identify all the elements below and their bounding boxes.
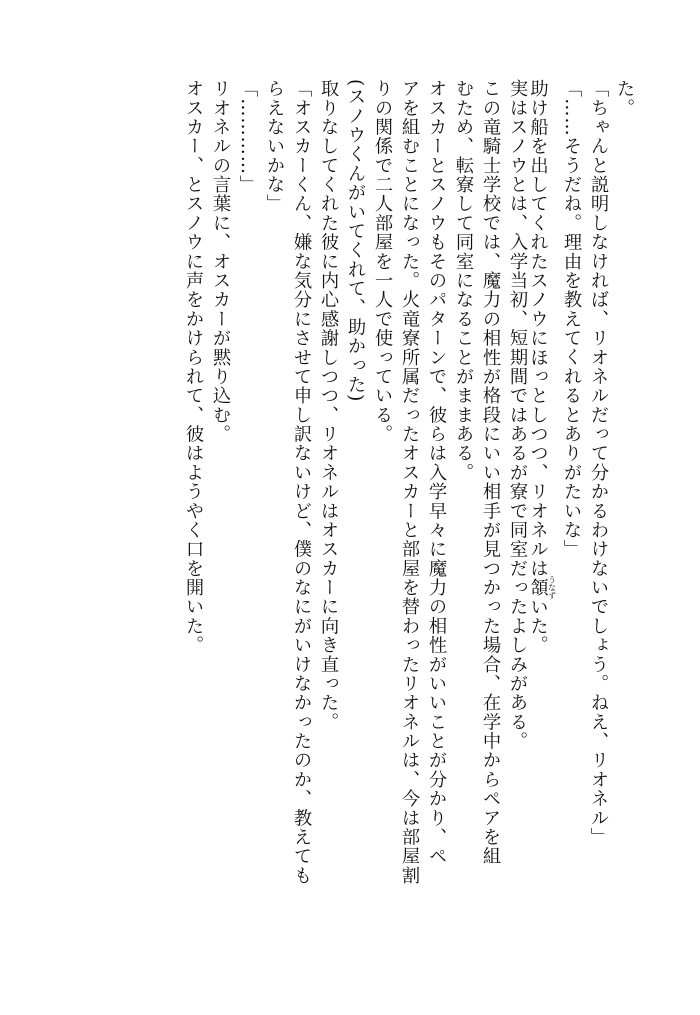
text-segment: いた。: [527, 597, 549, 655]
ruby-annotation: [527, 575, 557, 600]
ruby-base: 頷: [527, 575, 549, 600]
text-line: むため、転寮して同室になることがままある。: [453, 79, 474, 482]
text-line: 実はスノウとは、入学当初、短期間ではあるが寮で同室だったよしみがある。: [507, 79, 528, 751]
text-line: アを組むことになった。火竜寮所属だったオスカーと部屋を替わったリオネルは、今は部屋割: [399, 79, 420, 885]
text-line: 「オスカーくん、嫌な気分にさせて申し訳ないけど、僕のなにがいけなかったのか、教えても: [291, 79, 312, 885]
text-line: た。: [614, 79, 635, 118]
ruby-reading: うなず: [547, 575, 557, 600]
text-line: らえないかな」: [264, 79, 285, 214]
text-line: リオネルの言葉に、オスカーが黙り込む。: [210, 79, 231, 444]
text-line: オスカーとスノウもそのパターンで、彼らは入学早々に魔力の相性がいいことが分かり、ペ: [426, 79, 447, 866]
text-line: オスカー、とスノウに声をかけられて、彼はようやく口を開いた。: [183, 79, 204, 655]
text-line: 「ちゃんと説明しなければ、リオネルだって分かるわけないでしょう。ねえ、リオネル」: [588, 79, 609, 847]
text-line: この竜騎士学校では、魔力の相性が格段にいい相手が見つかった場合、在学中からペアを組: [480, 79, 501, 866]
text-line: (スノウくんがいてくれて、助かった): [345, 79, 366, 403]
text-line: 「……そうだね。理由を教えてくれるとありがたいな」: [561, 79, 582, 559]
text-segment: 助け船を出してくれたスノウにほっとしつつ、リオネルは: [527, 79, 549, 578]
text-line: 「…………」: [237, 79, 258, 195]
text-line: 取りなしてくれた彼に内心感謝しつつ、リオネルはオスカーに向き直った。: [318, 79, 339, 732]
text-line: りの関係で二人部屋を一人で使っている。: [372, 79, 393, 444]
text-line-with-ruby: [527, 79, 557, 655]
